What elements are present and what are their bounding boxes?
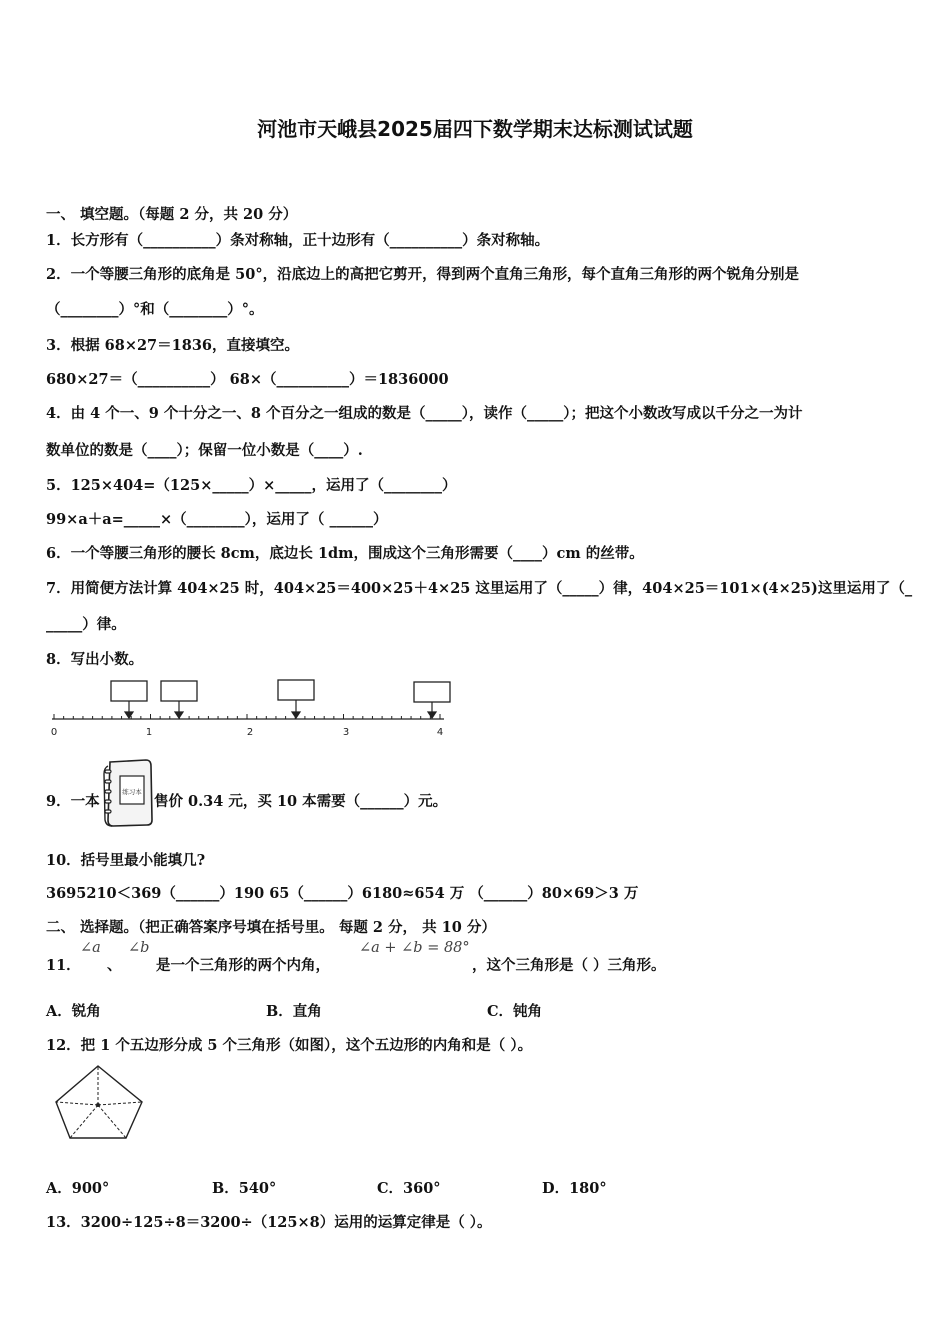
question-3-line-1: 3．根据 68×27＝1836，直接填空。	[46, 337, 299, 354]
pentagon-figure	[52, 1062, 148, 1142]
answer-box-3[interactable]	[278, 680, 314, 700]
answer-boxes	[111, 680, 450, 702]
question-12-option-b[interactable]: B．540°	[212, 1180, 277, 1197]
question-3-line-2: 680×27＝（__________） 68×（__________）＝1836000	[46, 371, 449, 388]
tick-label-1: 1	[145, 727, 153, 738]
number-line-figure	[46, 676, 456, 742]
question-11-option-a[interactable]: A．锐角	[46, 1003, 101, 1020]
tick-labels	[51, 727, 443, 738]
question-11-prefix: 11．	[46, 957, 81, 974]
question-6: 6．一个等腰三角形的腰长 8cm，底边长 1dm，围成这个三角形需要（____）cm 的丝带。	[46, 545, 644, 562]
answer-box-4[interactable]	[414, 682, 450, 702]
question-7-line-1: 7．用简便方法计算 404×25 时，404×25＝400×25＋4×25 这里运用了（_____）律，404×25＝101×(4×25)这里运用了（_	[46, 580, 913, 597]
question-11-suffix: ，这个三角形是（ ）三角形。	[472, 957, 666, 974]
question-10-line-1: 10．括号里最小能填几?	[46, 852, 206, 869]
question-5-line-2: 99×a＋a=_____×（________），运用了（ ______）	[46, 511, 388, 528]
question-11-middle: 是一个三角形的两个内角，	[156, 957, 330, 974]
angle-a-label: ∠a	[80, 940, 101, 956]
minor-ticks	[54, 714, 440, 719]
question-12: 12．把 1 个五边形分成 5 个三角形（如图），这个五边形的内角和是（ ）。	[46, 1037, 533, 1054]
answer-box-2[interactable]	[161, 681, 197, 701]
notebook-icon	[102, 758, 154, 828]
question-11-option-c[interactable]: C．钝角	[487, 1003, 543, 1020]
question-2-line-2: （________）°和（________）°。	[46, 301, 264, 318]
question-9-prefix: 9．一本	[46, 793, 100, 810]
tick-label-0: 0	[50, 727, 58, 738]
question-8: 8．写出小数。	[46, 651, 144, 668]
tick-label-2: 2	[246, 727, 254, 738]
question-11-separator: 、	[107, 957, 122, 974]
question-9-suffix: 售价 0.34 元，买 10 本需要（______）元。	[154, 793, 448, 810]
question-10-line-2: 3695210＜369（______）190 65（______）6180≈654 万 （______）80×69＞3 万	[46, 885, 639, 902]
angle-sum-equation: ∠a + ∠b = 88°	[359, 940, 470, 956]
question-11-option-b[interactable]: B．直角	[266, 1003, 322, 1020]
question-12-option-a[interactable]: A．900°	[46, 1180, 110, 1197]
question-5-line-1: 5．125×404=（125×_____）×_____，运用了（________）	[46, 477, 457, 494]
question-2-line-1: 2．一个等腰三角形的底角是 50°，沿底边上的高把它剪开，得到两个直角三角形，每个直角三角形的两个锐角分别是	[46, 266, 800, 283]
question-4-line-1: 4．由 4 个一、9 个十分之一、8 个百分之一组成的数是（_____），读作（_____）；把这个小数改写成以千分之一为计	[46, 405, 803, 422]
angle-b-label: ∠b	[128, 940, 150, 956]
tick-label-4: 4	[436, 727, 444, 738]
question-12-option-c[interactable]: C．360°	[377, 1180, 441, 1197]
section-2-heading: 二、 选择题。（把正确答案序号填在括号里。 每题 2 分， 共 10 分）	[46, 919, 496, 936]
answer-box-1[interactable]	[111, 681, 147, 701]
question-13: 13．3200÷125÷8＝3200÷（125×8）运用的运算定律是（ ）。	[46, 1214, 492, 1231]
page-title: 河池市天峨县2025届四下数学期末达标测试试题	[257, 117, 693, 141]
question-7-line-2: _____）律。	[46, 616, 126, 633]
question-4-line-2: 数单位的数是（____）；保留一位小数是（____）.	[46, 442, 363, 459]
notebook-label: 练习本	[122, 788, 142, 796]
question-1: 1．长方形有（__________）条对称轴，正十边形有（__________）条对称轴。	[46, 232, 550, 249]
tick-label-3: 3	[342, 727, 350, 738]
section-1-heading: 一、 填空题。（每题 2 分，共 20 分）	[46, 206, 298, 223]
pointer-arrows	[125, 700, 436, 718]
question-12-option-d[interactable]: D．180°	[542, 1180, 607, 1197]
